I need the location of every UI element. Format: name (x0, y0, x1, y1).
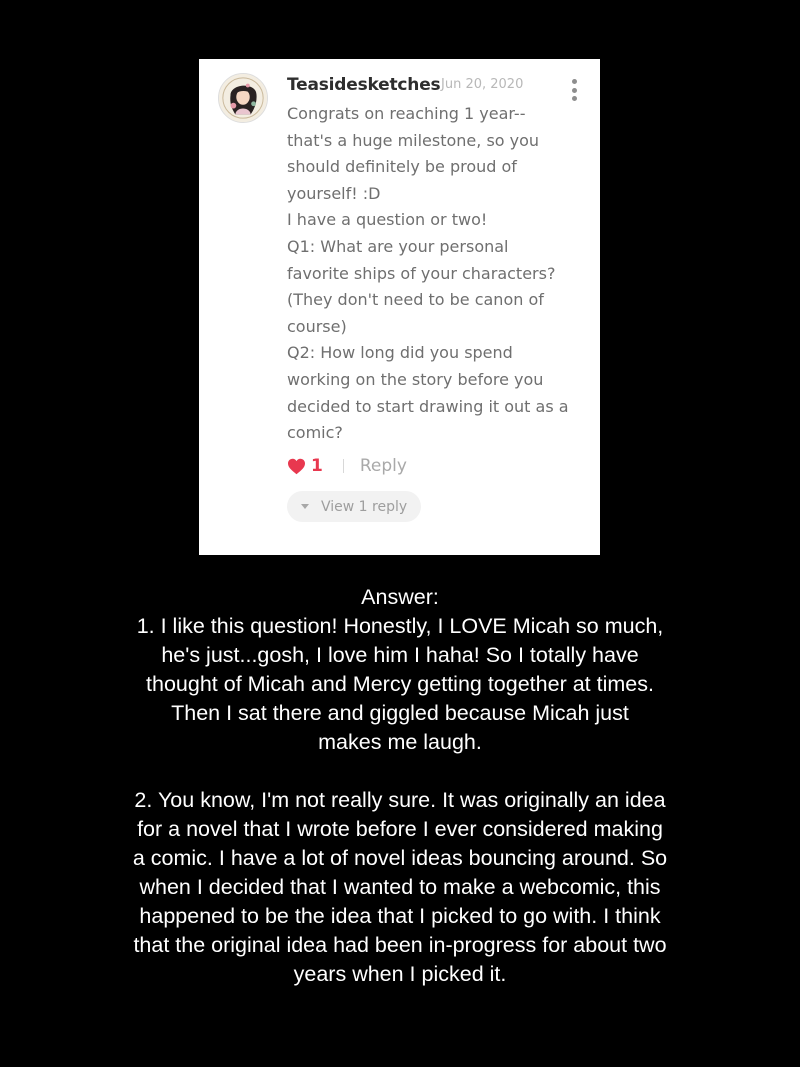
comment-line: (They don't need to be canon of (287, 290, 544, 310)
actions-divider (343, 459, 344, 473)
answer-line: thought of Micah and Mercy getting together at times. (146, 672, 654, 696)
answer-heading: Answer: (361, 585, 439, 609)
ellipsis-dot (572, 88, 577, 93)
answer-text (60, 583, 740, 989)
view-replies-label: View 1 reply (321, 498, 408, 515)
answer-line: happened to be the idea that I picked to go with. I think (139, 904, 661, 928)
vertical-ellipsis-icon[interactable] (565, 77, 583, 103)
comment-line: comic? (287, 423, 343, 443)
comment-line: decided to start drawing it out as a (287, 396, 569, 416)
comment-text (287, 101, 595, 447)
comment-line: that's a huge milestone, so you (287, 130, 540, 150)
comment-line: Q1: What are your personal (287, 236, 509, 256)
comment-line: course) (287, 316, 347, 336)
answer-line: a comic. I have a lot of novel ideas bouncing around. So (132, 846, 668, 870)
like-count: 1 (311, 456, 323, 476)
answer-line: for a novel that I wrote before I ever considered making (137, 817, 663, 841)
answer-line: makes me laugh. (318, 730, 482, 754)
ellipsis-dot (572, 79, 577, 84)
answer-line: that the original idea had been in-progress for about two (133, 933, 667, 957)
heart-icon[interactable] (287, 458, 306, 475)
comment-line: favorite ships of your characters? (287, 263, 556, 283)
avatar-illustration (219, 74, 267, 122)
view-replies-button[interactable] (287, 491, 421, 522)
answer-line: he's just...gosh, I love him I haha! So I totally have (161, 643, 639, 667)
comment-line: Q2: How long did you spend (287, 343, 513, 363)
paragraph-spacer (60, 757, 740, 786)
answer-line: when I decided that I wanted to make a webcomic, this (139, 875, 661, 899)
comment-line: Congrats on reaching 1 year-- (287, 104, 526, 123)
user-avatar[interactable] (218, 73, 268, 123)
caret-down-icon (301, 504, 309, 509)
reply-button[interactable]: Reply (359, 456, 407, 476)
comment-line: yourself! :D (287, 183, 381, 203)
comment-date: Jun 20, 2020 (441, 77, 524, 92)
comment-username[interactable]: Teasidesketches (287, 75, 441, 95)
comment-actions (287, 453, 407, 479)
answer-line: 2. You know, I'm not really sure. It was originally an idea (134, 788, 666, 812)
answer-line: 1. I like this question! Honestly, I LOVE Micah so much, (136, 614, 664, 638)
answer-line: years when I picked it. (293, 962, 507, 986)
comment-line: I have a question or two! (287, 210, 488, 230)
comment-line: should definitely be proud of (287, 157, 517, 177)
answer-line: Then I sat there and giggled because Micah just (171, 701, 629, 725)
comment-line: working on the story before you (287, 369, 544, 389)
comment-card (199, 59, 600, 555)
